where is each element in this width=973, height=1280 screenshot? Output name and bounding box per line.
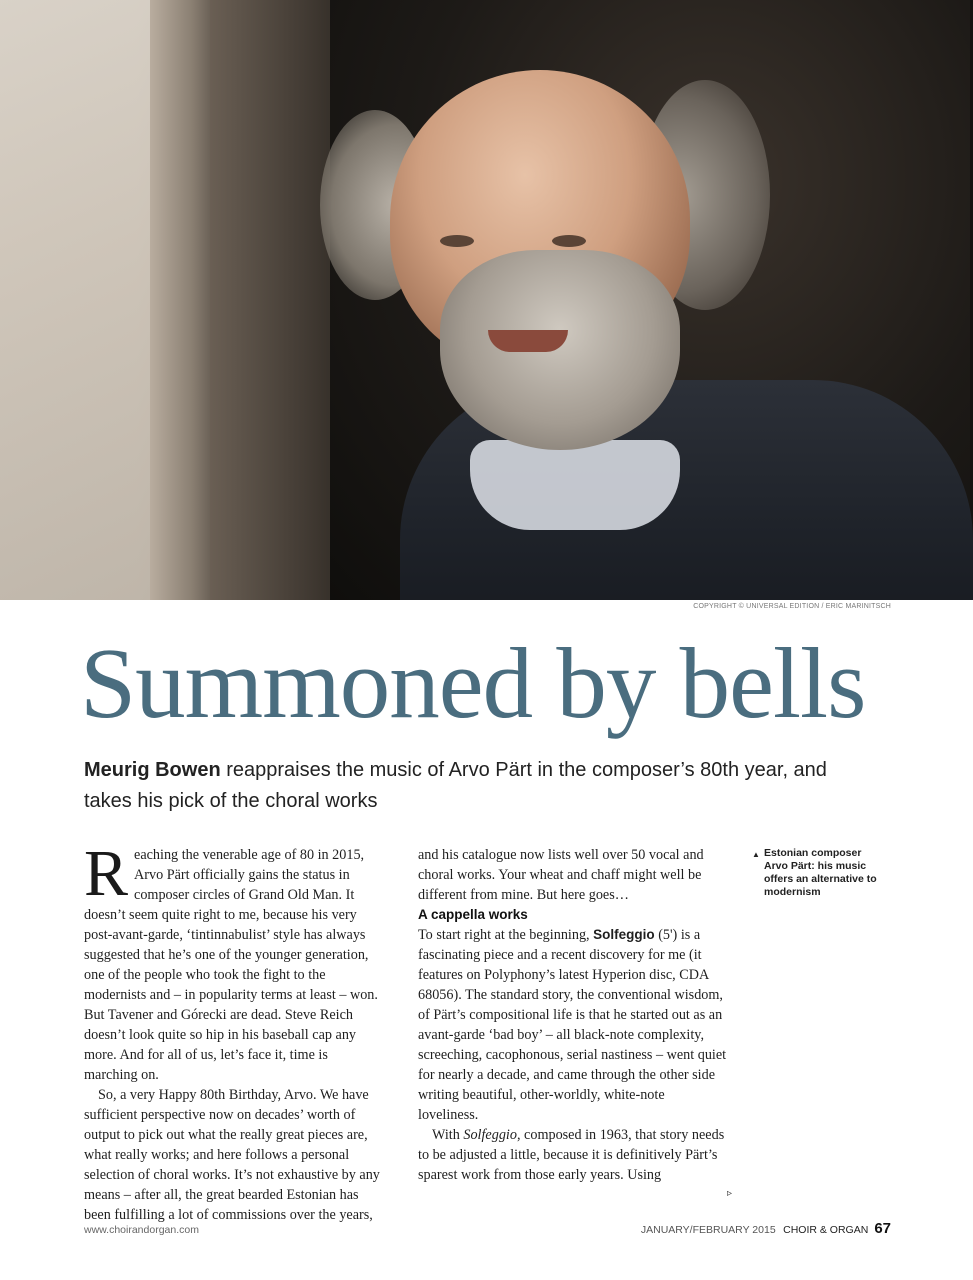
footer-magazine: CHOIR & ORGAN: [783, 1224, 869, 1236]
continue-arrow-icon: ▹: [727, 1188, 733, 1199]
footer-issue: JANUARY/FEBRUARY 2015: [640, 1224, 776, 1236]
paragraph-3: and his catalogue now lists well over 50 vocal and choral works. Your wheat and chaff might well be different from mine. But here goes…: [418, 847, 704, 903]
drop-cap: R: [84, 837, 129, 910]
paragraph-4: To start right at the beginning, Solfeggio (5') is a fascinating piece and a recent discovery for me (it features on Polyphony’s latest Hyperion disc, CDA 68056). The standard story, the conventional wisdom, of Pärt’s compositional life is that he started out as an avant-garde ‘bad boy’ – all black-note complexity, screeching, cacophonous, serial nastiness – went quiet for nearly a decade, and came through the other side writing beautiful, other-worldly, white-note loveliness.: [418, 927, 727, 1123]
paragraph-5: With Solfeggio, composed in 1963, that story needs to be adjusted a little, because it is definitively Pärt’s sparest work from those early years. Using: [418, 1127, 725, 1183]
footer-website: www.choirandorgan.com: [84, 1224, 199, 1236]
author-name: Meurig Bowen: [84, 759, 221, 781]
paragraph-1: Reaching the venerable age of 80 in 2015, Arvo Pärt officially gains the status in composer circles of Grand Old Man. It doesn’t seem quite right to me, because his very post-avant-garde, ‘tintinnabulist’ style has always suggested that he’s one of the younger generation, one of the people who took the fight to the modernists and – in popularity terms at least – won. But Tavener and Górecki are dead. Steve Reich doesn’t look quite so hip in his baseball cap any more. And for all of us, let’s face it, time is marching on.: [84, 837, 378, 1083]
article-column-2: [418, 845, 728, 1185]
page-number: 67: [874, 1220, 891, 1237]
article-column-1: [84, 837, 384, 1225]
caption-text: Estonian composer Arvo Pärt: his music offers an alternative to modernism: [764, 847, 877, 898]
standfirst: [84, 755, 874, 817]
paragraph-2: So, a very Happy 80th Birthday, Arvo. We have sufficient perspective now on decades’ worth of output to pick out what the really great pieces are, what really works; and here follows a personal selection of choral works. It’s not exhaustive by any means – after all, the great bearded Estonian has been fulfilling a lot of commissions over the years,: [84, 1087, 380, 1223]
photo-credit: COPYRIGHT © UNIVERSAL EDITION / ERIC MARINITSCH: [693, 603, 891, 610]
photo-caption: [752, 847, 882, 899]
standfirst-text: reappraises the music of Arvo Pärt in the composer’s 80th year, and takes his pick of the choral works: [84, 759, 827, 812]
section-subhead: A cappella works: [418, 907, 528, 922]
hero-photo: [0, 0, 973, 600]
caption-triangle-icon: ▲: [752, 850, 760, 859]
page-title: Summoned by bells: [80, 627, 866, 739]
footer-folio: [641, 1220, 891, 1238]
